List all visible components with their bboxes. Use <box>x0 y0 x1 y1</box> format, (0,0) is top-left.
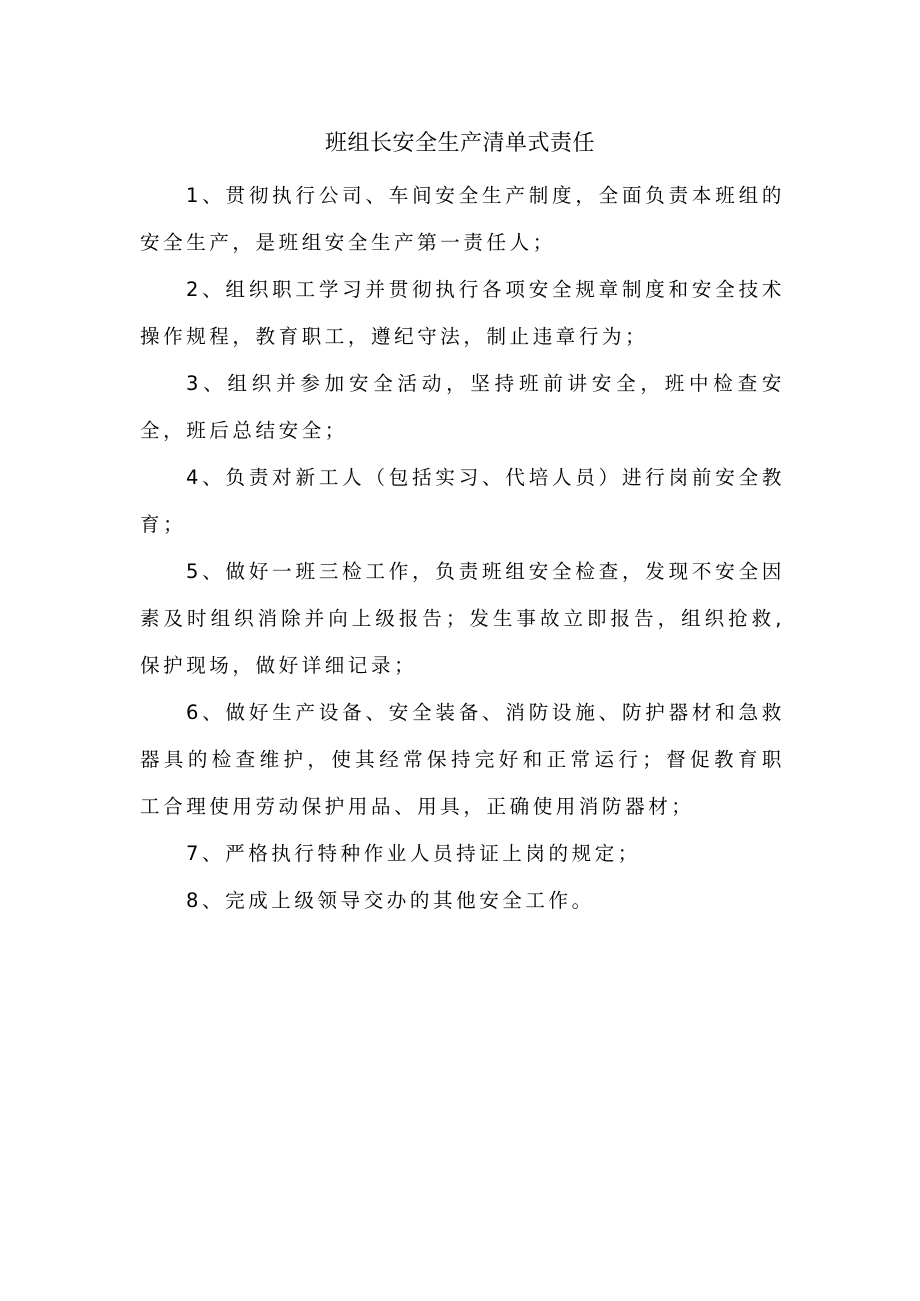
paragraph-2: 2、组织职工学习并贯彻执行各项安全规章制度和安全技术操作规程，教育职工，遵纪守法，制止违章行为； <box>140 278 785 348</box>
paragraph-8: 8、完成上级领导交办的其他安全工作。 <box>186 889 595 912</box>
paragraph-6: 6、做好生产设备、安全装备、消防设施、防护器材和急救器具的检查维护，使其经常保持完好和正常运行；督促教育职工合理使用劳动保护用品、用具，正确使用消防器材； <box>140 701 785 818</box>
paragraph-1: 1、贯彻执行公司、车间安全生产制度，全面负责本班组的安全生产，是班组安全生产第一责任人； <box>140 184 785 254</box>
document-body <box>140 172 785 924</box>
paragraph-4: 4、负责对新工人（包括实习、代培人员）进行岗前安全教育； <box>140 466 785 536</box>
paragraph-5: 5、做好一班三检工作，负责班组安全检查，发现不安全因素及时组织消除并向上级报告；发生事故立即报告，组织抢救,保护现场，做好详细记录； <box>140 560 785 677</box>
paragraph-7: 7、严格执行特种作业人员持证上岗的规定； <box>186 842 641 865</box>
paragraph-3: 3、组织并参加安全活动，坚持班前讲安全，班中检查安全，班后总结安全； <box>140 372 785 442</box>
document-title: 班组长安全生产清单式责任 <box>324 131 595 156</box>
